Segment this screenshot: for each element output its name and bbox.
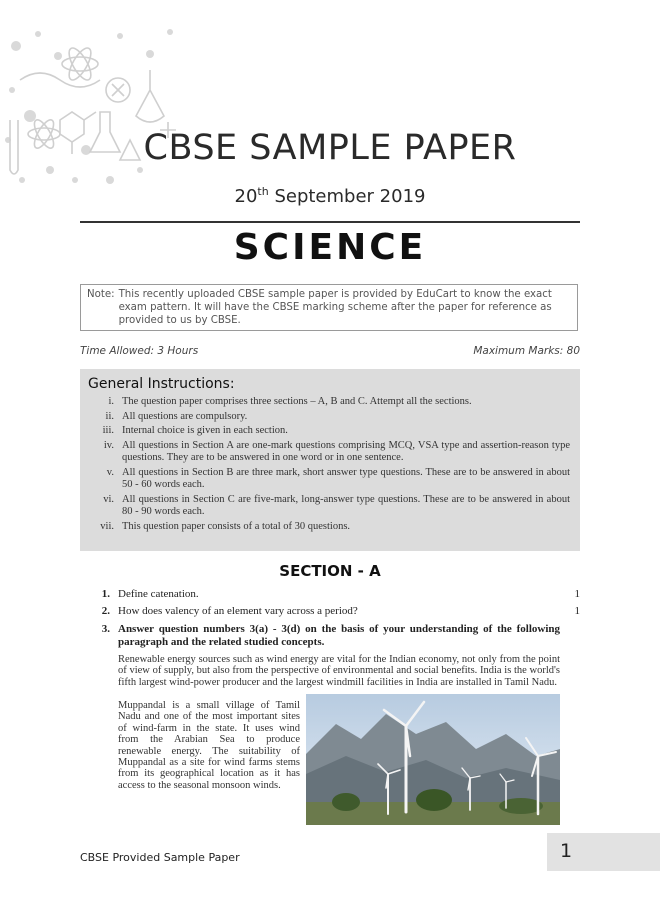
instructions-list [88,396,570,533]
page-number: 1 [547,833,660,871]
question-1 [80,588,580,601]
maximum-marks: Maximum Marks: 80 [473,345,580,357]
question-3 [80,623,580,649]
instruction-text: All questions in Section A are one-mark questions comprising MCQ, VSA type and assertion-reason type questions. They are to be answered in one word or in one sentence. [122,439,570,463]
instruction-number: ii. [105,410,114,422]
question-number: 2. [101,605,110,617]
general-instructions-title: General Instructions: [88,376,235,392]
section-a-heading: SECTION - A [279,562,381,580]
instruction-number: iii. [102,425,114,436]
question-text: Answer question numbers 3(a) - 3(d) on the basis of your understanding of the following paragraph and the related studied concepts. [118,623,560,648]
question-number: 1. [101,588,110,600]
passage-paragraph: Renewable energy sources such as wind energy are vital for the Indian economy, not only from the point of view of supply, but also from the perspective of environmental and social benefits. India is the world's fifth largest wind-power producer and the largest windmill facilities in India are installed in Tamil Nadu. [118,654,560,688]
note-label: Note: [87,289,115,300]
passage-paragraph-wrapped: Muppandal is a small village of Tamil Nadu and one of the most important sites of wind-farm in the state. It uses wind from the Arabian Sea to produce renewable energy. The suitability of Muppandal as a site for wind farms stems from its geographical location as it has access to the seasonal monsoon winds. [118,700,300,791]
time-allowed: Time Allowed: 3 Hours [80,345,199,357]
list-item [88,521,570,534]
question-text: Define catenation. [118,588,199,600]
page-title: CBSE SAMPLE PAPER [143,128,517,168]
date-month-year: September 2019 [274,186,426,207]
instruction-number: i. [108,396,114,407]
title-divider [80,221,580,223]
instruction-number: vii. [100,520,114,532]
subject-heading: SCIENCE [233,227,427,268]
general-instructions-box [80,369,580,551]
science-doodle-icon [0,20,190,195]
list-item [88,494,570,519]
instruction-text: The question paper comprises three sections – A, B and C. Attempt all the sections. [122,396,472,407]
date-suffix: th [257,185,269,198]
instruction-text: All questions in Section C are five-mark, long-answer type questions. These are to be answered in about 80 - 90 words each. [122,493,570,517]
note-box [80,284,578,331]
exam-date [0,185,660,207]
instruction-text: Internal choice is given in each section. [122,425,288,436]
question-2 [80,605,580,618]
list-item [88,411,570,424]
footer-label: CBSE Provided Sample Paper [80,851,240,864]
question-text: How does valency of an element vary across a period? [118,605,358,617]
list-item [88,467,570,492]
instruction-text: All questions in Section B are three mark, short answer type questions. These are to be answered in about 50 - 60 words each. [122,466,570,490]
instruction-number: v. [106,466,114,478]
list-item [88,440,570,465]
question-marks: 1 [574,588,580,600]
note-text: This recently uploaded CBSE sample paper is provided by EduCart to know the exact exam pattern. It will have the CBSE marking scheme after the paper for reference as provided to us by CBSE. [118,289,552,326]
instruction-text: This question paper consists of a total of 30 questions. [122,520,351,532]
instruction-number: vi. [103,493,114,505]
instruction-number: iv. [103,439,114,451]
wind-farm-photo [306,694,560,825]
list-item [88,396,570,409]
question-number: 3. [101,623,110,635]
instruction-text: All questions are compulsory. [122,410,248,422]
date-day: 20 [234,186,258,207]
list-item [88,425,570,438]
question-marks: 1 [574,605,580,617]
